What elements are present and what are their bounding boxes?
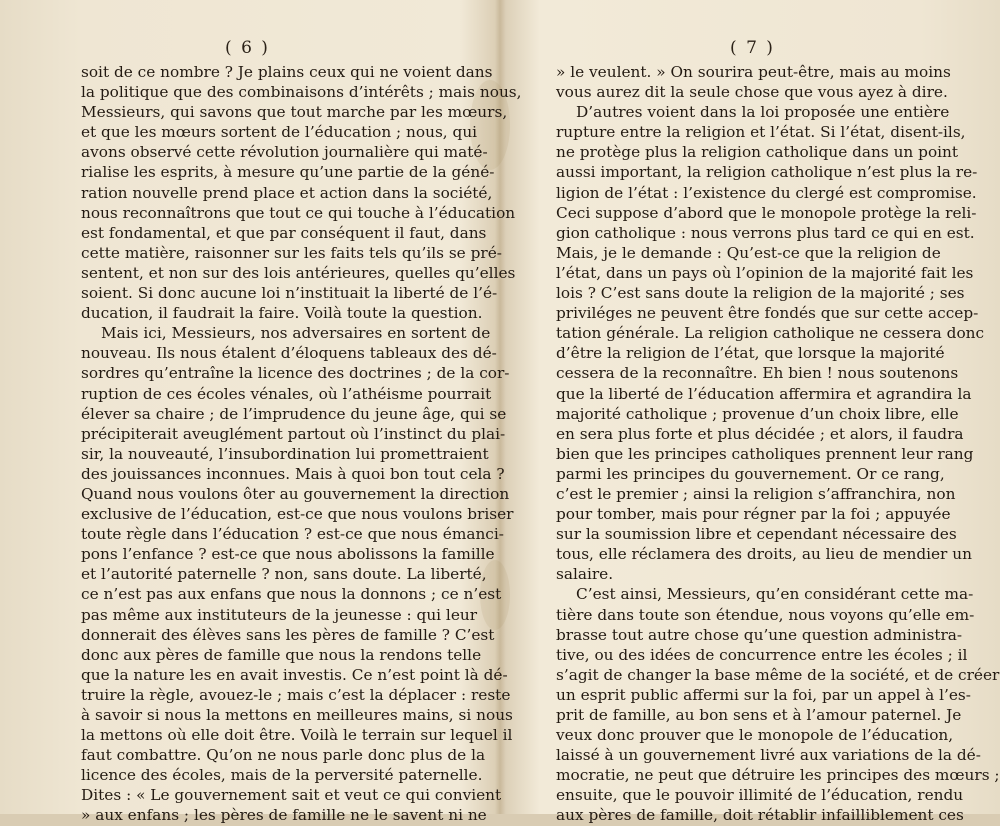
page-number: ( 7 ) — [730, 38, 775, 58]
text-line: gion catholique : nous verrons plus tard ce qui en est. — [556, 223, 975, 242]
text-line: sir, la nouveauté, l’insubordination lui promettraient — [81, 444, 489, 463]
text-line: » aux enfans ; les pères de famille ne le savent ni ne — [81, 806, 487, 825]
text-line: sur la soumission libre et cependant nécessaire des — [556, 525, 957, 544]
text-line: ensuite, que le pouvoir illimité de l’éducation, rendu — [556, 786, 964, 805]
text-line: un esprit public affermi sur la foi, par un appel à l’es- — [556, 685, 971, 704]
text-line: bien que les principes catholiques prennent leur rang — [556, 444, 974, 463]
text-line: tive, ou des idées de concurrence entre les écoles ; il — [556, 645, 968, 664]
text-line: salaire. — [556, 565, 614, 584]
text-line: ne protège plus la religion catholique dans un point — [556, 143, 959, 162]
text-line: aussi important, la religion catholique n’est plus la re- — [556, 163, 978, 182]
text-line: licence des écoles, mais de la perversité paternelle. — [81, 766, 483, 785]
text-line: majorité catholique ; provenue d’un choix libre, elle — [556, 404, 959, 423]
text-line: rialise les esprits, à mesure qu’une partie de la géné- — [81, 163, 495, 182]
text-line: rupture entre la religion et l’état. Si l’état, disent-ils, — [556, 123, 966, 142]
text-line: ducation, il faudrait la faire. Voilà toute la question. — [81, 304, 483, 323]
text-line: mocratie, ne peut que détruire les principes des mœurs ; — [556, 766, 1000, 785]
text-line: brasse tout autre chose qu’une question administra- — [556, 625, 963, 644]
text-line: exclusive de l’éducation, est-ce que nous voulons briser — [81, 505, 514, 524]
text-line: est fondamental, et que par conséquent il faut, dans — [81, 223, 487, 242]
text-line: priviléges ne peuvent être fondés que sur cette accep- — [556, 304, 979, 323]
text-line: nouveau. Ils nous étalent d’éloquens tableaux des dé- — [81, 344, 497, 363]
text-line: veux donc prouver que le monopole de l’éducation, — [556, 726, 954, 745]
text-line: la mettons où elle doit être. Voilà le terrain sur lequel il — [81, 726, 513, 745]
text-line: à savoir si nous la mettons en meilleures mains, si nous — [81, 706, 513, 724]
text-line: C’est ainsi, Messieurs, qu’en considérant cette ma- — [576, 585, 974, 604]
text-line: soit de ce nombre ? Je plains ceux qui ne voient dans — [81, 63, 493, 81]
text-line: des jouissances inconnues. Mais à quoi bon tout cela ? — [81, 464, 505, 483]
text-line: nous reconnaîtrons que tout ce qui touche à l’éducation — [81, 203, 516, 222]
text-line: Quand nous voulons ôter au gouvernement la direction — [81, 484, 510, 503]
text-line: cette matière, raisonner sur les faits tels qu’ils se pré- — [81, 243, 502, 262]
text-line: tous, elle réclamera des droits, au lieu de mendier un — [556, 545, 972, 564]
text-line: lois ? C’est sans doute la religion de la majorité ; ses — [556, 284, 965, 303]
text-line: la politique que des combinaisons d’intérêts ; mais nous, — [81, 83, 522, 102]
text-line: avons observé cette révolution journalière qui maté- — [81, 143, 488, 162]
text-line: pour tomber, mais pour régner par la foi ; appuyée — [556, 505, 951, 524]
text-line: parmi les principes du gouvernement. Or ce rang, — [556, 464, 945, 483]
text-line: D’autres voient dans la loi proposée une entière — [576, 103, 950, 122]
text-line: que la liberté de l’éducation affermira et agrandira la — [556, 384, 972, 403]
text-line: Ceci suppose d’abord que le monopole protège la reli- — [556, 203, 977, 222]
text-line: s’agit de changer la base même de la société, et de créer — [556, 665, 1000, 684]
text-line: Dites : « Le gouvernement sait et veut ce qui convient — [81, 786, 502, 805]
text-line: aux pères de famille, doit rétablir infailliblement ces — [556, 806, 964, 825]
right-page — [505, 0, 1000, 825]
text-line: donnerait des élèves sans les pères de famille ? C’est — [81, 625, 495, 644]
text-line: en sera plus forte et plus décidée ; et alors, il faudra — [556, 424, 964, 443]
text-line: donc aux pères de famille que nous la rendons telle — [81, 645, 482, 664]
text-line: tière dans toute son étendue, nous voyons qu’elle em- — [556, 605, 975, 624]
text-line: précipiterait aveuglément partout où l’instinct du plai- — [81, 424, 506, 443]
text-line: pons l’enfance ? est-ce que nous abolissons la famille — [81, 545, 495, 564]
text-line: Messieurs, qui savons que tout marche par les mœurs, — [81, 103, 508, 122]
text-line: cessera de la reconnaître. Eh bien ! nous soutenons — [556, 364, 959, 383]
page-number: ( 6 ) — [225, 38, 270, 58]
text-line: tation générale. La religion catholique ne cessera donc — [556, 324, 985, 343]
text-line: élever sa chaire ; de l’imprudence du jeune âge, qui se — [81, 404, 507, 423]
text-line: ce n’est pas aux enfans que nous la donnons ; ce n’est — [81, 585, 502, 604]
text-line: ration nouvelle prend place et action dans la société, — [81, 183, 493, 202]
page-text — [81, 62, 522, 826]
text-line: » le veulent. » On sourira peut-être, mais au moins — [556, 63, 951, 81]
text-line: ligion de l’état : l’existence du clergé est compromise. — [556, 183, 977, 202]
text-line: ruption de ces écoles vénales, où l’athéisme pourrait — [81, 384, 492, 403]
text-line: c’est le premier ; ainsi la religion s’affranchira, non — [556, 484, 956, 503]
text-line: prit de famille, au bon sens et à l’amour paternel. Je — [556, 706, 962, 724]
text-line: laissé à un gouvernement livré aux variations de la dé- — [556, 746, 981, 765]
text-line: truire la règle, avouez-le ; mais c’est la déplacer : reste — [81, 685, 511, 704]
text-line: et que les mœurs sortent de l’éducation ; nous, qui — [81, 123, 478, 142]
text-line: soient. Si donc aucune loi n’instituait la liberté de l’é- — [81, 284, 498, 303]
text-line: que la nature les en avait investis. Ce n’est point là dé- — [81, 665, 508, 684]
text-line: Mais, je le demande : Qu’est-ce que la religion de — [556, 243, 941, 262]
text-line: faut combattre. Qu’on ne nous parle donc plus de la — [81, 746, 486, 765]
text-line: toute règle dans l’éducation ? est-ce que nous émanci- — [81, 525, 504, 544]
text-line: et l’autorité paternelle ? non, sans doute. La liberté, — [81, 565, 487, 584]
page-text — [556, 62, 1000, 826]
text-line: Mais ici, Messieurs, nos adversaires en sortent de — [101, 324, 491, 343]
text-line: pas même aux instituteurs de la jeunesse : qui leur — [81, 605, 478, 624]
text-line: vous aurez dit la seule chose que vous ayez à dire. — [556, 83, 948, 102]
text-line: l’état, dans un pays où l’opinion de la majorité fait les — [556, 263, 974, 282]
text-line: d’être la religion de l’état, que lorsque la majorité — [556, 344, 945, 363]
text-line: sentent, et non sur des lois antérieures, quelles qu’elles — [81, 263, 516, 282]
text-line: sordres qu’entraîne la licence des doctrines ; de la cor- — [81, 364, 510, 383]
